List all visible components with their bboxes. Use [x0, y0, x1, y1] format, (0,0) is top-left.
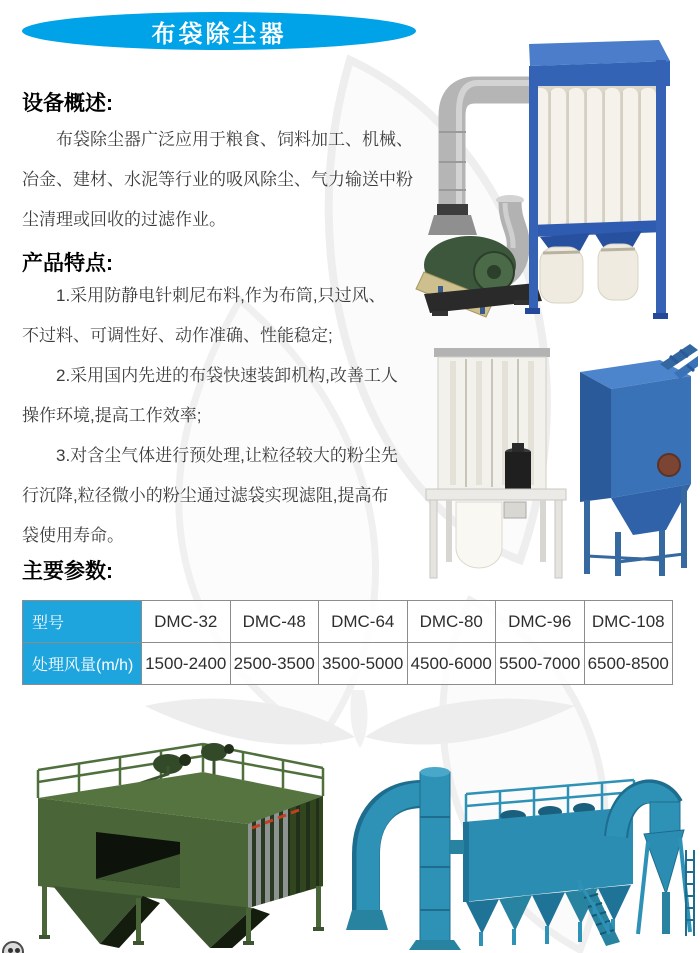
model-cell: DMC-108 [584, 601, 673, 643]
model-cell: DMC-96 [496, 601, 585, 643]
feature-line: 袋使用寿命。 [22, 526, 124, 545]
features-list [22, 276, 422, 556]
overview-paragraph [22, 120, 422, 240]
model-cell: DMC-32 [142, 601, 231, 643]
features-title: 产品特点: [22, 252, 113, 275]
feature-line: 2.采用国内先进的布袋快速装卸机构,改善工人 [56, 366, 398, 385]
feature-line: 不过料、可调性好、动作准确、性能稳定; [22, 326, 333, 345]
airflow-cell: 2500-3500 [230, 643, 319, 685]
model-cell: DMC-64 [319, 601, 408, 643]
page-title-banner [22, 12, 416, 50]
page-title: 布袋除尘器 [151, 20, 287, 48]
table-row-airflow [23, 643, 673, 685]
airflow-cell: 4500-6000 [407, 643, 496, 685]
airflow-cell: 3500-5000 [319, 643, 408, 685]
feature-line: 操作环境,提高工作效率; [22, 406, 202, 425]
table-row-models [23, 601, 673, 643]
specs-table [22, 600, 673, 685]
feature-line: 1.采用防静电针刺尼布料,作为布筒,只过风、 [56, 286, 386, 305]
product-photo-bag-filter-blower [398, 20, 698, 320]
overview-title: 设备概述: [22, 92, 113, 115]
model-row-header: 型号 [23, 601, 142, 643]
airflow-cell: 1500-2400 [142, 643, 231, 685]
model-cell: DMC-80 [407, 601, 496, 643]
product-photo-single-bag-and-cabinet [408, 332, 698, 584]
overview-line: 布袋除尘器广泛应用于粮食、饲料加工、机械、 [56, 130, 413, 149]
product-photo-teal-system [328, 742, 700, 952]
overview-line: 尘清理或回收的过滤作业。 [22, 210, 226, 229]
airflow-cell: 6500-8500 [584, 643, 673, 685]
product-photo-green-collector [18, 736, 333, 948]
airflow-row-header: 处理风量(m/h) [23, 643, 142, 685]
overview-line: 冶金、建材、水泥等行业的吸风除尘、气力输送中粉 [22, 170, 413, 189]
feature-line: 行沉降,粒径微小的粉尘通过滤袋实现滤阻,提高布 [22, 486, 389, 505]
feature-line: 3.对含尘气体进行预处理,让粒径较大的粉尘先 [56, 446, 398, 465]
params-title: 主要参数: [22, 560, 113, 583]
model-cell: DMC-48 [230, 601, 319, 643]
airflow-cell: 5500-7000 [496, 643, 585, 685]
